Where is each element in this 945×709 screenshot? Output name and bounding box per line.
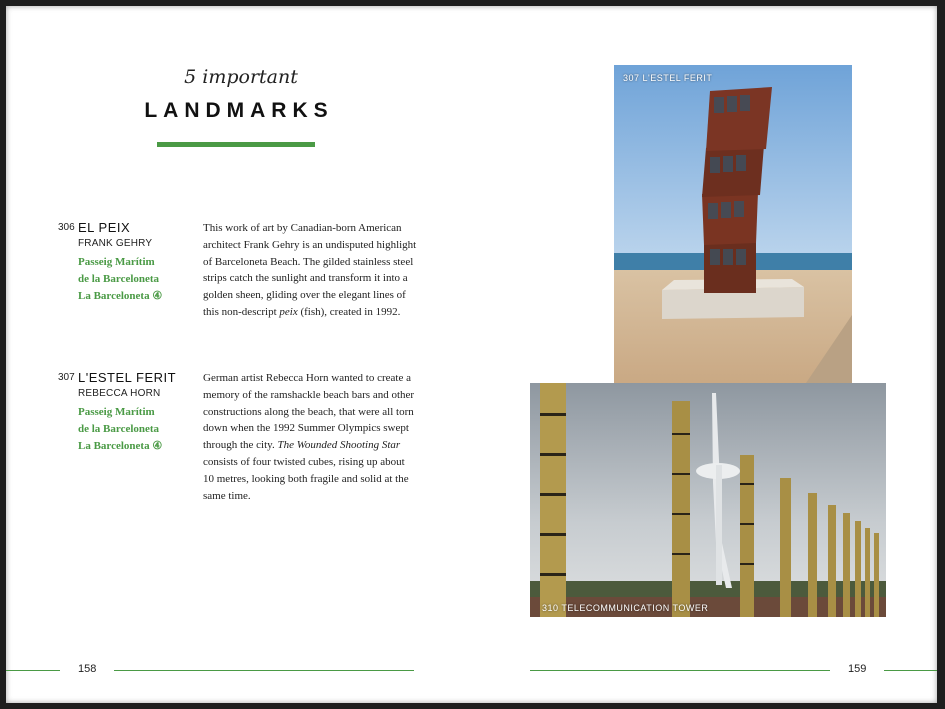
address-line: La Barceloneta ④	[78, 290, 163, 302]
photo-telecom-tower	[530, 383, 886, 617]
description-text: German artist Rebecca Horn wanted to create a memory of the ramshackle beach bars and other constructions along the beach, that were all torn down when the 1992 Summer Olympics swept through the city.	[203, 372, 415, 452]
address-line: Passeig Marítim	[78, 256, 155, 268]
entry-address	[78, 254, 188, 305]
entry-number: 306	[58, 222, 75, 233]
description-italic: peix	[279, 305, 298, 318]
address-line: de la Barceloneta	[78, 423, 160, 435]
entry-name: L'ESTEL FERIT	[78, 370, 177, 385]
page-number-right: 159	[848, 663, 867, 675]
estel-ferit-image	[614, 65, 852, 386]
entry-architect: FRANK GEHRY	[78, 238, 153, 249]
heading-rule	[157, 142, 315, 147]
telecom-tower-image	[530, 383, 886, 617]
address-line: de la Barceloneta	[78, 273, 160, 285]
entry-description	[203, 220, 418, 321]
description-text: This work of art by Canadian-born American architect Frank Gehry is an undisputed highlight of Barceloneta Beach. The gilded stainless steel strips catch the sunlight and transform it into a golden sheen, gliding over the elegant lines of this non-descript	[203, 222, 417, 318]
landmark-entry-306	[58, 220, 418, 360]
photo-caption: 307 L'ESTEL FERIT	[623, 73, 713, 83]
description-text: (fish), created in 1992.	[297, 305, 401, 318]
section-title: LANDMARKS	[144, 99, 334, 122]
landmark-entry-307	[58, 370, 418, 530]
book-spread	[6, 6, 937, 703]
description-italic: The Wounded Shooting Star	[277, 439, 401, 452]
photo-estel-ferit	[611, 62, 855, 389]
section-kicker: 5 important	[184, 66, 298, 88]
entry-description	[203, 370, 418, 504]
folio-rule	[884, 670, 937, 671]
folio-rule	[6, 670, 60, 671]
photo-caption: 310 TELECOMMUNICATION TOWER	[542, 603, 709, 613]
entry-number: 307	[58, 372, 75, 383]
entry-address	[78, 404, 188, 455]
page-number-left: 158	[78, 663, 97, 675]
address-line: La Barceloneta ④	[78, 440, 163, 452]
folio-rule	[530, 670, 830, 671]
folio-rule	[114, 670, 414, 671]
entry-name: EL PEIX	[78, 220, 131, 235]
description-text: consists of four twisted cubes, rising up about 10 metres, looking both fragile and solid at the same time.	[203, 455, 409, 502]
entry-architect: REBECCA HORN	[78, 388, 161, 399]
address-line: Passeig Marítim	[78, 406, 155, 418]
